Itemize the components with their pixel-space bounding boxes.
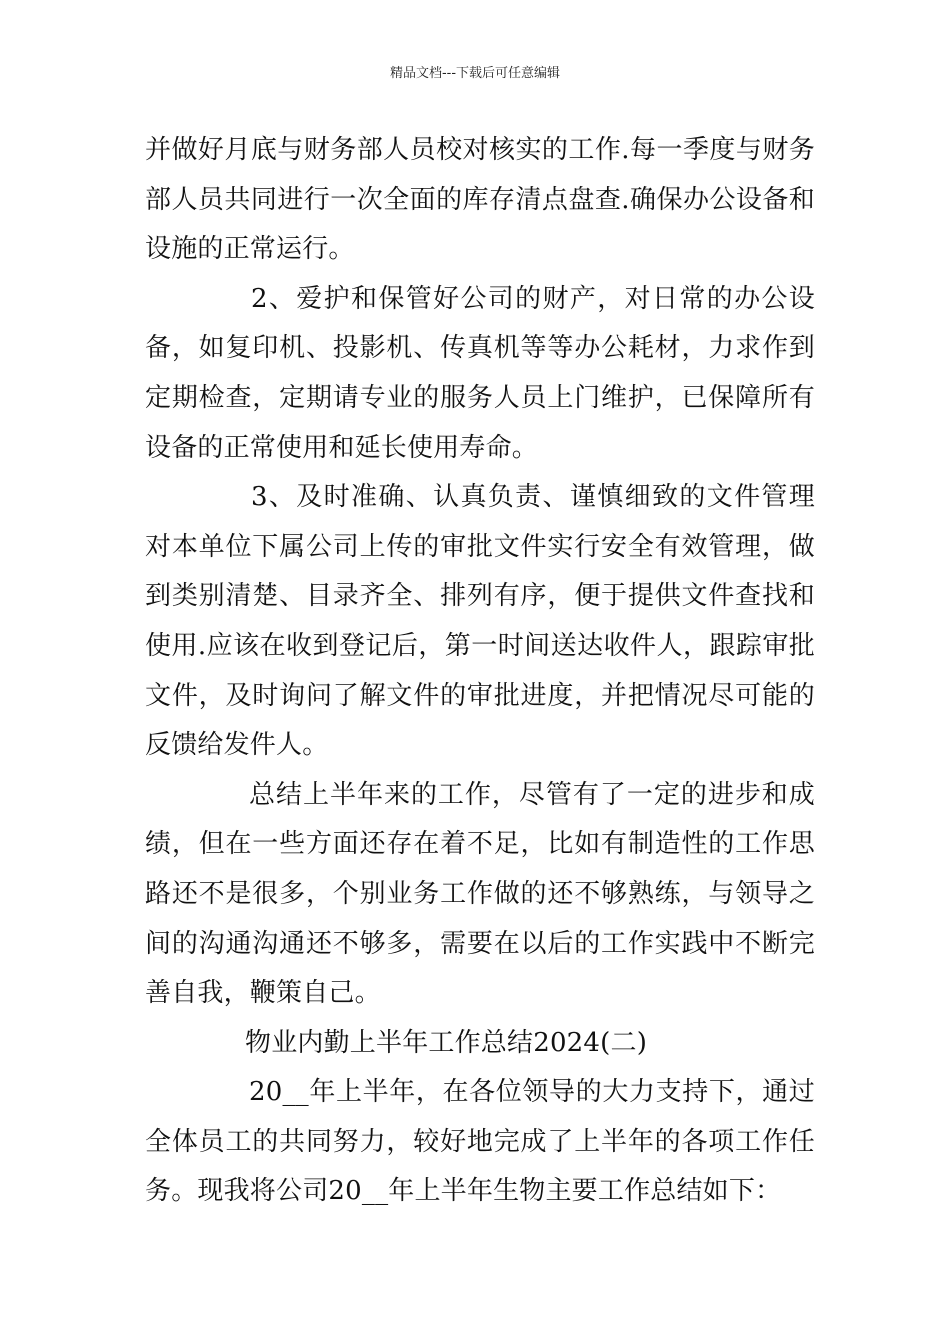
page-header: 精品文档---下载后可任意编辑 (389, 66, 561, 81)
document-body (145, 126, 815, 1217)
section-title: 物业内勤上半年工作总结2024(二) (245, 1027, 648, 1058)
paragraph-item-3-file-management: 3、及时准确、认真负责、谨慎细致的文件管理对本单位下属公司上传的审批文件实行安全有效管理，做到类别清楚、目录齐全、排列有序，便于提供文件查找和使用.应该在收到登记后，第一时间送达收件人，跟踪审批文件，及时询问了解文件的审批进度，并把情况尽可能的反馈给发件人。 (145, 482, 815, 761)
paragraph-summary: 总结上半年来的工作，尽管有了一定的进步和成绩，但在一些方面还存在着不足，比如有制造性的工作思路还不是很多，个别业务工作做的还不够熟练，与领导之间的沟通沟通还不够多，需要在以后的工作实践中不断完善自我，鞭策自己。 (145, 779, 815, 1009)
paragraph-inventory-check: 并做好月底与财务部人员校对核实的工作.每一季度与财务部人员共同进行一次全面的库存清点盘查.确保办公设备和设施的正常运行。 (145, 135, 815, 265)
paragraph-item-2-equipment-care: 2、爱护和保管好公司的财产，对日常的办公设备，如复印机、投影机、传真机等等办公耗材，力求作到定期检查，定期请专业的服务人员上门维护，已保障所有设备的正常使用和延长使用寿命。 (145, 283, 815, 463)
paragraph-intro: 20__年上半年，在各位领导的大力支持下，通过全体员工的共同努力，较好地完成了上半年的各项工作任务。现我将公司20__年上半年生物主要工作总结如下： (145, 1077, 815, 1207)
